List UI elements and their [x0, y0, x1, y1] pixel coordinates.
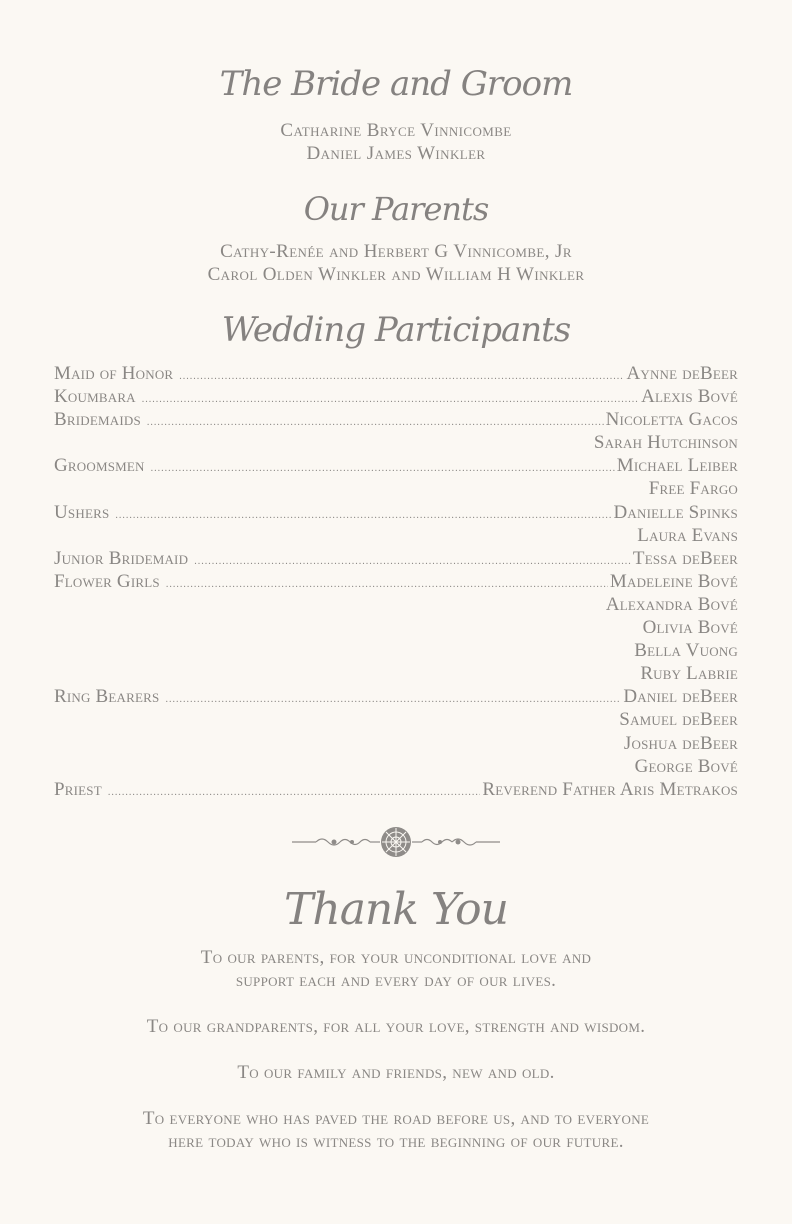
- thanks-grandparents: To our grandparents, for all your love, strength and wisdom.: [146, 1016, 646, 1037]
- grooms-parents: Carol Olden Winkler and William H Winkler: [207, 264, 585, 285]
- participant-row: [54, 477, 738, 500]
- participants-list: [54, 362, 738, 801]
- participant-row: [54, 385, 738, 408]
- dot-leader: [147, 411, 604, 434]
- participant-name: Aynne deBeer: [626, 363, 738, 384]
- participant-name: Tessa deBeer: [632, 547, 738, 569]
- participant-role: Maid of Honor: [54, 363, 174, 384]
- participant-role: Ushers: [54, 501, 110, 523]
- participant-name: Alexis Bové: [641, 386, 738, 408]
- participant-row: [54, 501, 738, 524]
- bride-name: Catharine Bryce Vinnicombe: [280, 120, 512, 141]
- participant-row: [54, 570, 738, 593]
- participant-name: Madeleine Bové: [609, 570, 738, 592]
- participant-row: [54, 362, 738, 385]
- participant-row: [54, 778, 738, 801]
- participant-row: [54, 454, 738, 477]
- participant-row: [54, 524, 738, 547]
- participant-role: Flower Girls: [54, 570, 160, 592]
- dot-leader: [108, 781, 481, 804]
- thank-you-text: [0, 946, 792, 1176]
- participant-name: Michael Leiber: [616, 455, 738, 477]
- participant-row: [54, 593, 738, 616]
- thanks-family: To our family and friends, new and old.: [237, 1062, 555, 1083]
- flourish-divider-icon: [290, 824, 502, 860]
- thanks-everyone: [0, 1107, 792, 1153]
- dot-leader: [115, 504, 611, 527]
- participant-role: Groomsmen: [54, 455, 145, 477]
- participant-role: Junior Bridemaid: [54, 547, 189, 569]
- participant-name: George Bové: [634, 755, 738, 777]
- bride-groom-names: [0, 119, 792, 165]
- participant-row: [54, 662, 738, 685]
- participant-row: [54, 732, 738, 755]
- participant-row: [54, 408, 738, 431]
- dot-leader: [142, 388, 639, 411]
- participant-name: Olivia Bové: [642, 617, 738, 639]
- participant-row: [54, 616, 738, 639]
- participant-name: Sarah Hutchinson: [593, 432, 738, 454]
- participant-role: Koumbara: [54, 386, 136, 408]
- participant-name: Ruby Labrie: [640, 663, 738, 685]
- dot-leader: [151, 457, 615, 480]
- participant-name: Alexandra Bové: [605, 593, 738, 615]
- participant-name: Nicoletta Gacos: [605, 409, 738, 431]
- participant-name: Danielle Spinks: [613, 501, 738, 523]
- dot-leader: [166, 573, 608, 596]
- thanks-everyone-line1: To everyone who has paved the road before us, and to everyone: [142, 1108, 650, 1129]
- thank-you-heading: Thank You: [284, 884, 508, 935]
- groom-name: Daniel James Winkler: [306, 143, 486, 164]
- participant-role: Priest: [54, 778, 102, 800]
- thanks-parents-line2: support each and every day of our lives.: [235, 970, 557, 991]
- participants-heading: Wedding Participants: [221, 310, 571, 350]
- participant-name: Samuel deBeer: [619, 709, 738, 731]
- participant-row: [54, 547, 738, 570]
- participant-role: Ring Bearers: [54, 686, 160, 708]
- participant-name: Reverend Father Aris Metrakos: [482, 778, 738, 800]
- participant-row: [54, 685, 738, 708]
- thanks-everyone-line2: here today who is witness to the beginning of our future.: [168, 1131, 624, 1152]
- parents-names: [0, 240, 792, 286]
- participant-name: Laura Evans: [637, 524, 738, 546]
- dot-leader: [179, 365, 624, 388]
- participant-row: [54, 708, 738, 731]
- bride-groom-heading: The Bride and Groom: [219, 64, 573, 104]
- participant-row: [54, 639, 738, 662]
- participant-name: Daniel deBeer: [623, 686, 738, 708]
- thanks-parents: [0, 946, 792, 992]
- participant-row: [54, 755, 738, 778]
- participant-row: [54, 431, 738, 454]
- brides-parents: Cathy-Renée and Herbert G Vinnicombe, Jr: [220, 241, 572, 262]
- participant-name: Free Fargo: [648, 478, 738, 500]
- dot-leader: [165, 688, 621, 711]
- dot-leader: [194, 550, 631, 573]
- parents-heading: Our Parents: [303, 190, 489, 228]
- thanks-parents-line1: To our parents, for your unconditional love and: [200, 947, 592, 968]
- participant-role: Bridemaids: [54, 409, 141, 431]
- participant-name: Bella Vuong: [634, 640, 738, 662]
- participant-name: Joshua deBeer: [623, 732, 738, 754]
